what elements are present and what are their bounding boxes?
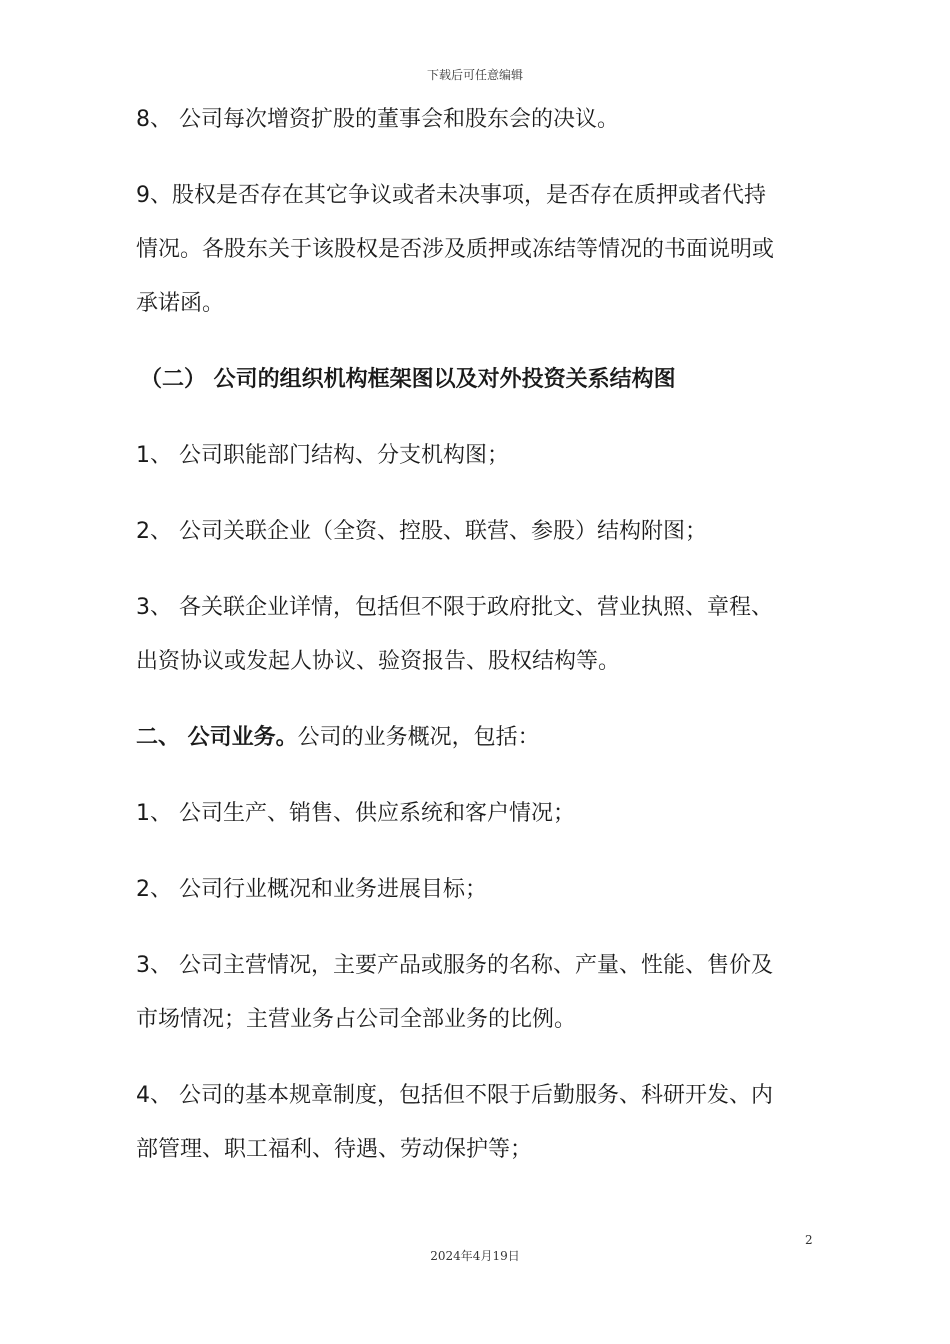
org-item-1: 1、 公司职能部门结构、分支机构图； [136,443,509,468]
section-heading-org-structure: （二） 公司的组织机构框架图以及对外投资关系结构图 [140,367,676,392]
org-item-3-line-1: 3、 各关联企业详情，包括但不限于政府批文、营业执照、章程、 [136,595,773,620]
business-item-3-line-1: 3、 公司主营情况，主要产品或服务的名称、产量、性能、售价及 [136,953,773,978]
business-item-1: 1、 公司生产、销售、供应系统和客户情况； [136,801,575,826]
business-heading-intro: 公司的业务概况，包括： [297,725,540,750]
footer-date: 2024年4月19日 [430,1249,520,1263]
item-9-equity-line-2: 情况。各股东关于该股权是否涉及质押或冻结等情况的书面说明或 [136,237,775,262]
page-header: 下载后可任意编辑 [426,68,523,82]
org-item-2: 2、 公司关联企业（全资、控股、联营、参股）结构附图； [136,519,707,544]
business-heading-bold: 二、 公司业务。 [136,725,298,750]
business-item-3-line-2: 市场情况；主营业务占公司全部业务的比例。 [136,1007,577,1032]
section-heading-business [136,724,540,752]
business-item-4-line-1: 4、 公司的基本规章制度，包括但不限于后勤服务、科研开发、内 [136,1083,773,1108]
item-8-resolution: 8、 公司每次增资扩股的董事会和股东会的决议。 [136,107,619,132]
org-item-3-line-2: 出资协议或发起人协议、验资报告、股权结构等。 [136,649,621,674]
item-9-equity-line-1: 9、股权是否存在其它争议或者未决事项，是否存在质押或者代持 [136,183,766,208]
page-number: 2 [805,1233,813,1247]
item-9-equity-line-3: 承诺函。 [136,291,225,316]
business-item-4-line-2: 部管理、职工福利、待遇、劳动保护等； [136,1137,533,1162]
business-item-2: 2、 公司行业概况和业务进展目标； [136,877,487,902]
